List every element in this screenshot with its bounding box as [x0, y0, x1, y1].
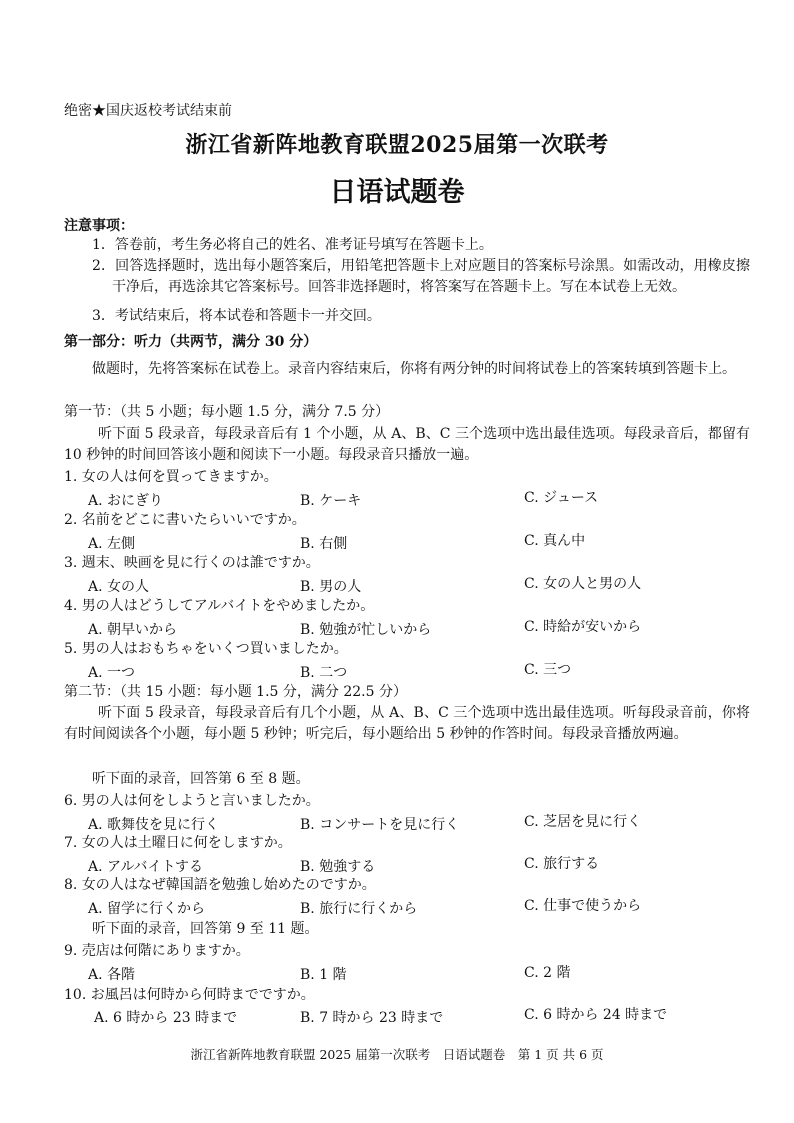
option-b: B. 男の人 [300, 579, 362, 595]
section1-instructions: 听下面 5 段录音，每段录音后有 1 个小题，从 A、B、C 三个选项中选出最佳选项。每段录音后，都留有 10 秒钟的时间回答该小题和阅读下一小题。每段录音只播放一遍。 [64, 426, 750, 463]
question-stem: 9. 売店は何階にありますか。 [64, 943, 250, 959]
option-b: B. ケーキ [300, 493, 362, 509]
option-a: A. 一つ [88, 665, 136, 681]
option-b: B. 旅行に行くから [300, 901, 418, 917]
question-stem: 5. 男の人はおもちゃをいくつ買いましたか。 [64, 641, 348, 657]
option-b: B. 勉強が忙しいから [300, 622, 432, 638]
option-c: C. 三つ [524, 662, 572, 678]
section2-heading: 第二节：（共 15 小题：每小题 1.5 分，满分 22.5 分） [64, 684, 407, 700]
exam-title: 浙江省新阵地教育联盟2025届第一次联考 [185, 132, 609, 158]
option-a: A. 女の人 [88, 579, 150, 595]
option-c: C. 仕事で使うから [524, 898, 642, 914]
question-stem: 6. 男の人は何をしようと言いましたか。 [64, 793, 320, 809]
option-c: C. 真ん中 [524, 533, 586, 549]
question-stem: 2. 名前をどこに書いたらいいですか。 [64, 512, 306, 528]
notice-item-1: 1．答卷前，考生务必将自己的姓名、准考证号填写在答题卡上。 [92, 237, 493, 253]
notice-item-2: 2．回答选择题时，选出每小题答案后，用铅笔把答题卡上对应题目的答案标号涂黑。如需改动，用橡皮擦干净后，再选涂其它答案标号。回答非选择题时，将答案写在答题卡上。写在本试卷上无效。 [92, 258, 750, 295]
page-footer: 浙江省新阵地教育联盟 2025 届第一次联考 日语试题卷 第 1 页 共 6 页 [190, 1047, 604, 1062]
option-c: C. 2 階 [524, 965, 571, 981]
option-b: B. 二つ [300, 665, 348, 681]
group-instruction: 听下面的录音，回答第 6 至 8 题。 [92, 771, 310, 787]
question-stem: 10. お風呂は何時から何時までですか。 [64, 987, 315, 1003]
option-c: C. 6 時から 24 時まで [524, 1007, 668, 1023]
option-c: C. 女の人と男の人 [524, 576, 642, 592]
option-b: B. 1 階 [300, 967, 347, 983]
notice-heading: 注意事项： [64, 218, 134, 234]
option-a: A. 左側 [88, 536, 136, 552]
question-stem: 1. 女の人は何を買ってきますか。 [64, 469, 278, 485]
option-a: A. おにぎり [88, 493, 164, 509]
part1-heading: 第一部分：听力（共两节，满分 30 分） [64, 334, 318, 350]
group-instruction: 听下面的录音，回答第 9 至 11 题。 [92, 921, 319, 937]
part1-intro: 做题时，先将答案标在试卷上。录音内容结束后，你将有两分钟的时间将试卷上的答案转填到答题卡上。 [92, 361, 736, 377]
option-c: C. 芝居を見に行く [524, 814, 642, 830]
option-b: B. 7 時から 23 時まで [300, 1010, 444, 1026]
question-stem: 7. 女の人は土曜日に何をしますか。 [64, 835, 292, 851]
option-b: B. 右側 [300, 536, 348, 552]
option-b: B. 勉強する [300, 859, 376, 875]
option-a: A. 留学に行くから [88, 901, 206, 917]
subject-title: 日语试题卷 [329, 177, 465, 208]
option-c: C. 旅行する [524, 856, 600, 872]
option-a: A. 朝早いから [88, 622, 178, 638]
option-a: A. 歌舞伎を見に行く [88, 817, 220, 833]
option-a: A. 各階 [88, 967, 136, 983]
section2-instructions: 听下面 5 段录音，每段录音后有几个小题，从 A、B、C 三个选项中选出最佳选项。听每段录音前，你将有时间阅读各个小题，每小题 5 秒钟；听完后，每小题给出 5 秒钟的作答时间。每段录音播放两遍。 [64, 705, 750, 742]
section1-heading: 第一节：（共 5 小题；每小题 1.5 分，满分 7.5 分） [64, 404, 390, 420]
option-a: A. 6 時から 23 時まで [94, 1010, 238, 1026]
option-c: C. ジュース [524, 490, 599, 506]
confidential-label: 绝密★国庆返校考试结束前 [64, 103, 232, 119]
question-stem: 8. 女の人はなぜ韓国語を勉強し始めたのですか。 [64, 877, 376, 893]
option-c: C. 時給が安いから [524, 619, 642, 635]
question-stem: 4. 男の人はどうしてアルバイトをやめましたか。 [64, 598, 375, 614]
notice-item-3: 3．考试结束后，将本试卷和答题卡一并交回。 [92, 308, 381, 324]
option-b: B. コンサートを見に行く [300, 817, 460, 833]
option-a: A. アルバイトする [88, 859, 204, 875]
question-stem: 3. 週末、映画を見に行くのは誰ですか。 [64, 555, 320, 571]
